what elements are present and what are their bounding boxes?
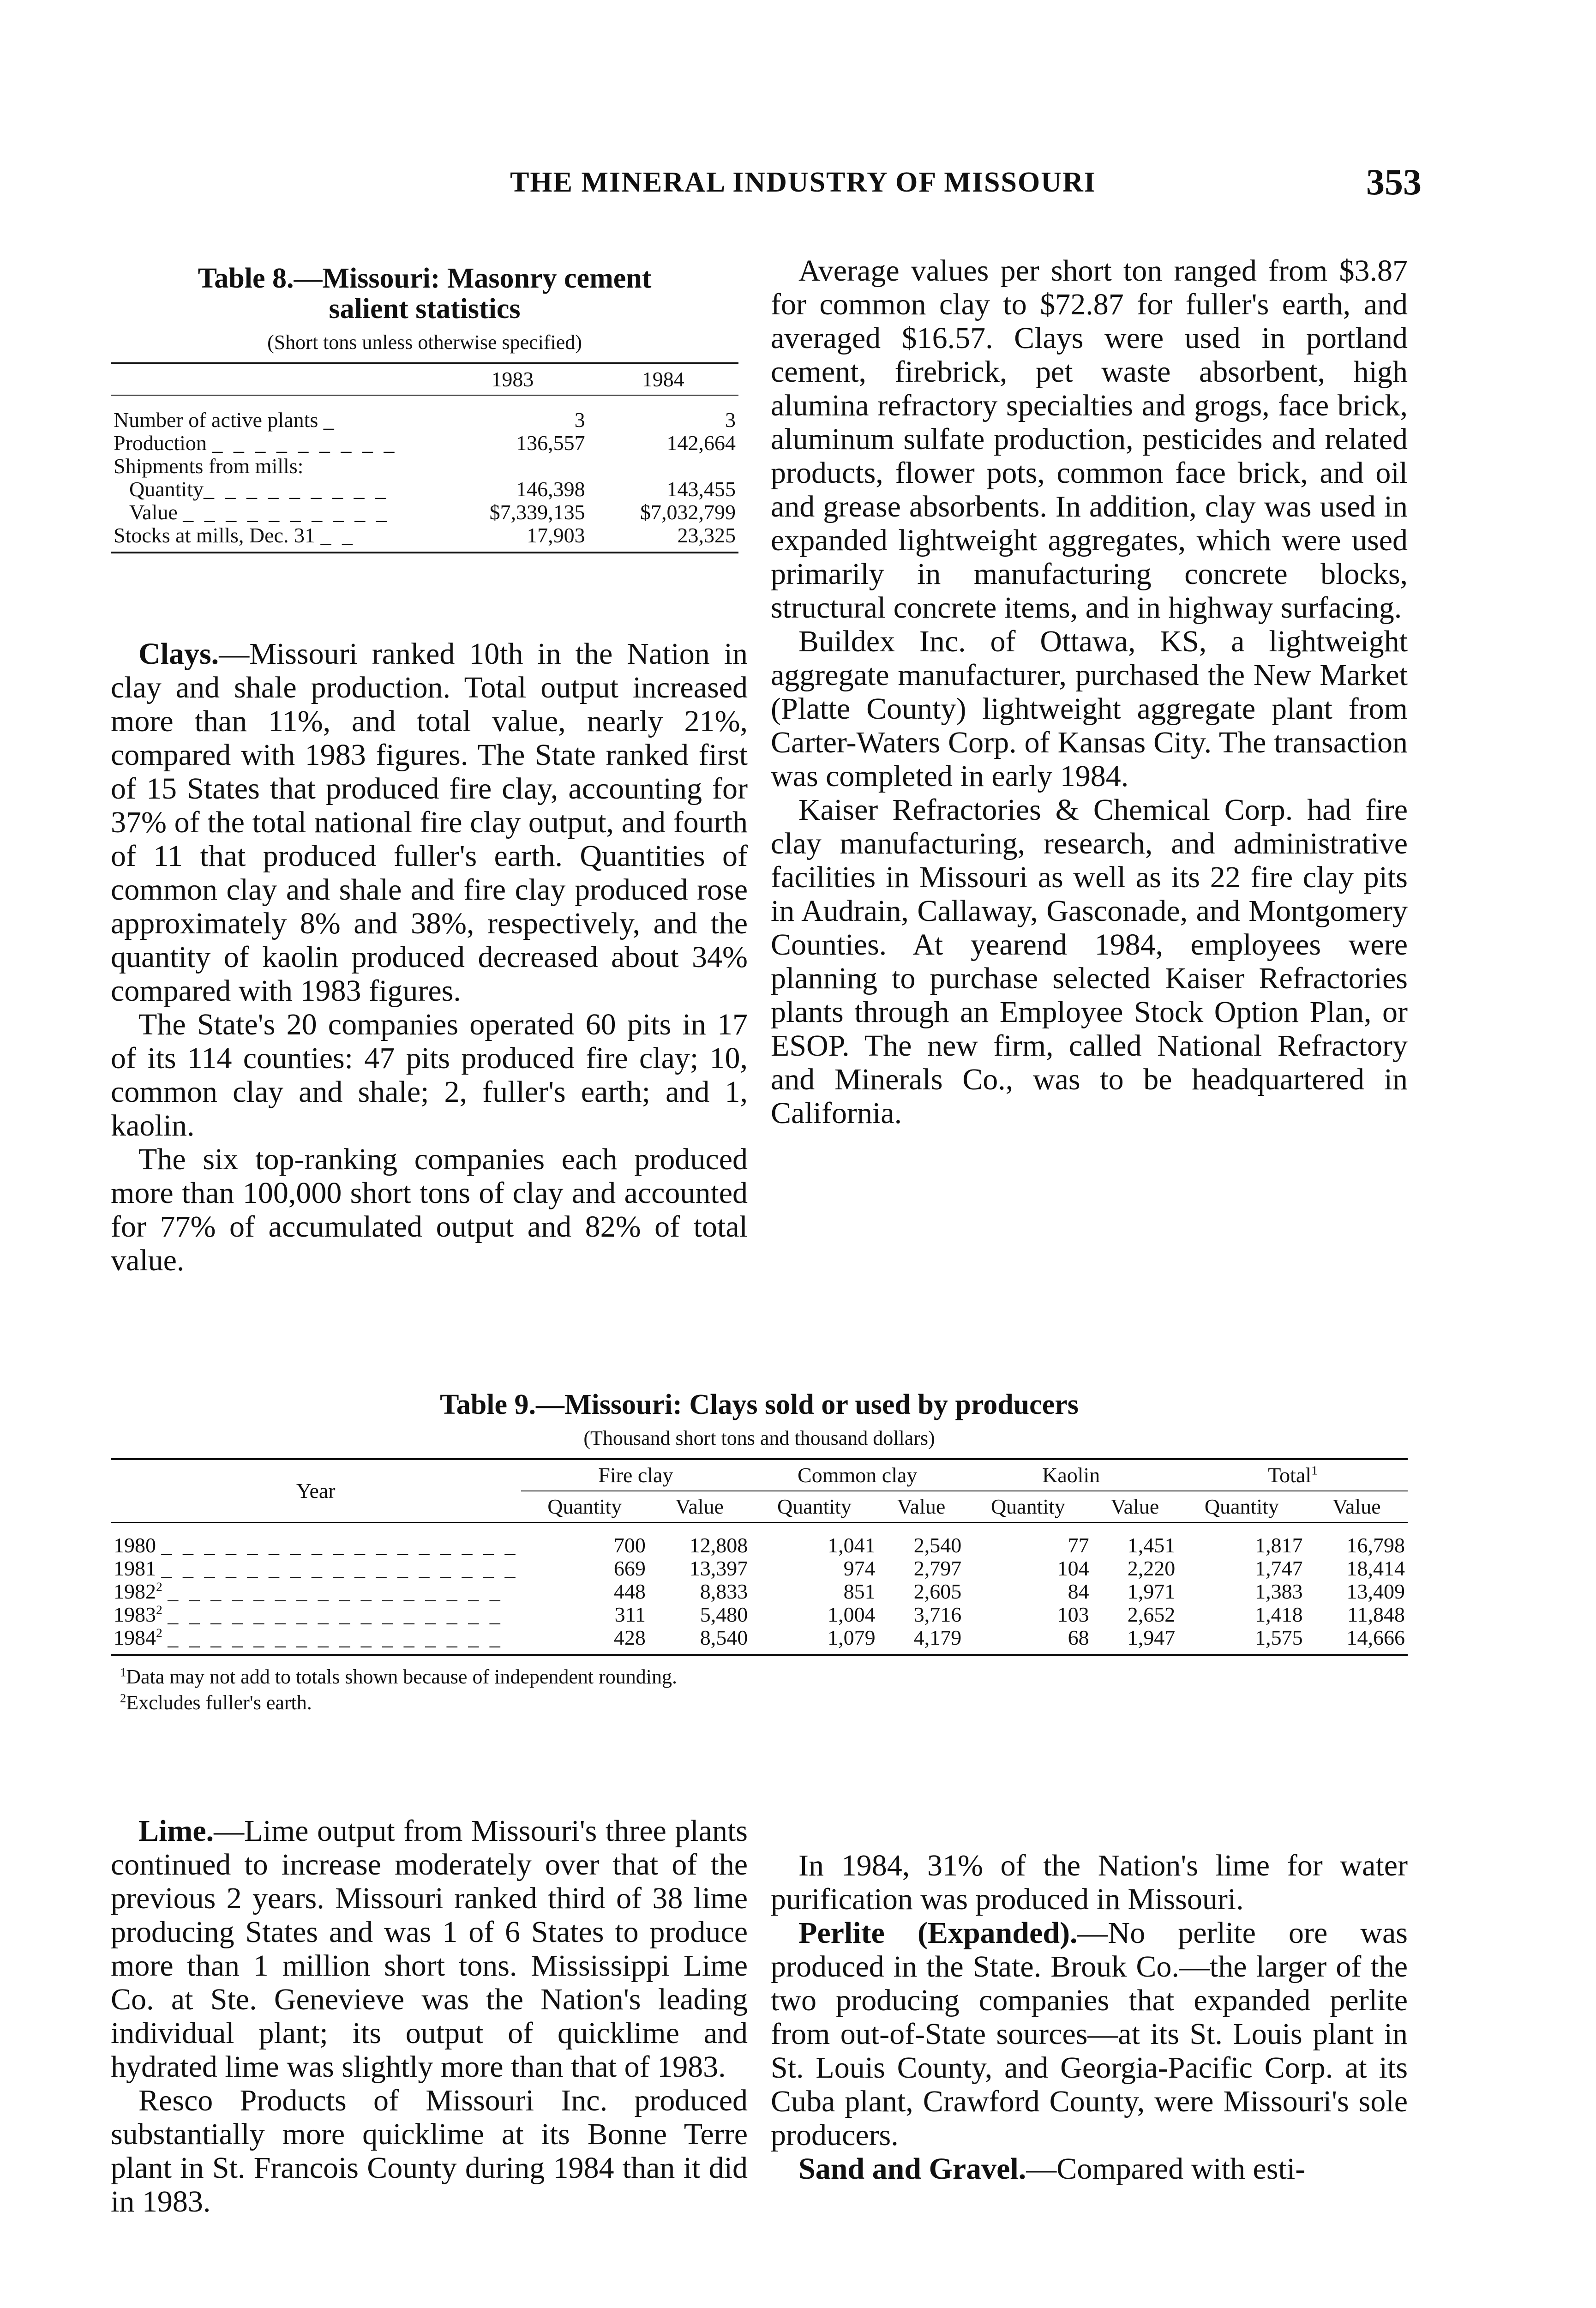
footnote-mark: 1 [1311, 1463, 1318, 1478]
table-9-title: Table 9.—Missouri: Clays sold or used by producers [440, 1389, 1079, 1420]
cell-value: 2,605 [913, 1580, 962, 1603]
running-title: THE MINERAL INDUSTRY OF MISSOURI [510, 167, 1096, 198]
cell-value: 1,451 [1127, 1533, 1176, 1557]
subcolumn-header: Value [1306, 1491, 1408, 1522]
group-header: Common clay [750, 1459, 964, 1491]
cell-value: 448 [613, 1580, 646, 1603]
table-8-grid [111, 362, 738, 553]
perlite-paragraph: —No perlite ore was produced in the State. Brouk Co.—the larger of the two producing companies that expanded perlite from out-of-State sources—at its St. Louis plant in St. Louis County, and Georgia-Pacific Corp. at its Cuba plant, Crawford County, were Missouri's sole producers. [771, 1916, 1408, 2152]
subcolumn-header: Value [1092, 1491, 1178, 1522]
row-label: Stocks at mills, Dec. 31 [114, 523, 315, 547]
clays-paragraph-1: —Missouri ranked 10th in the Nation in clay and shale production. Total output increased more than 11%, and total value, nearly 21%, compared with 1983 figures. The State ranked first of 15 States that produced fire clay, accounting for 37% of the total national fire clay output, and fourth of 11 that produced fuller's earth. Quantities of common clay and shale and fire clay produced rose approximately 8% and 38%, respectively, and the quantity of kaolin produced decreased about 34% compared with 1983 figures. [111, 637, 748, 1008]
leader-dots: _ _ _ _ _ _ _ _ _ _ _ _ _ _ _ _ _ [161, 1533, 518, 1557]
cell-value: 3,716 [913, 1603, 962, 1626]
cell-value: 143,455 [666, 477, 736, 501]
cell-value: 17,903 [527, 523, 585, 547]
cell-value: 311 [614, 1603, 646, 1626]
cell-value: $7,032,799 [640, 500, 736, 524]
lime-paragraph-1: —Lime output from Missouri's three plants continued to increase moderately over that of the previous 2 years. Missouri ranked third of 38 lime producing States and was 1 of 6 States to produce more than 1 million short tons. Mississippi Lime Co. at Ste. Genevieve was the Nation's leading individual plant; its output of quicklime and hydrated lime was slightly more than that of 1983. [111, 1814, 748, 2084]
column-header: 1983 [437, 363, 588, 395]
cell-value: $7,339,135 [489, 500, 585, 524]
cell-value: 142,664 [666, 431, 736, 455]
leader-dots: _ _ _ _ _ _ _ _ _ _ _ _ _ _ _ _ [168, 1580, 503, 1603]
cell-value: 1,079 [828, 1626, 876, 1649]
cell-value: 1,041 [828, 1533, 876, 1557]
row-year: 1980 [114, 1533, 156, 1557]
lime-section [111, 1814, 748, 2218]
footnote-mark: 2 [156, 1579, 162, 1594]
group-header: Total [1268, 1463, 1312, 1487]
row-label: Production [114, 431, 207, 455]
clays-paragraph-6: Kaiser Refractories & Chemical Corp. had fire clay manufacturing, research, and administrative facilities in Missouri as well as its 22 fire clay pits in Audrain, Callaway, Gasconade, and Montgomery Counties. At yearend 1984, employees were planning to purchase selected Kaiser Refractories plants through an Employee Stock Option Plan, or ESOP. The new firm, called National Refractory and Minerals Co., was to be headquartered in California. [771, 793, 1408, 1130]
cell-value: 14,666 [1346, 1626, 1405, 1649]
cell-value: 1,947 [1127, 1626, 1176, 1649]
clays-section-right [771, 254, 1408, 1130]
year-header: Year [111, 1459, 521, 1522]
subcolumn-header: Quantity [1178, 1491, 1305, 1522]
leader-dots: _ _ _ _ _ _ _ _ _ _ [183, 500, 390, 524]
table-9 [111, 1389, 1408, 1716]
cell-value [588, 455, 738, 478]
row-label: Number of active plants [114, 408, 318, 432]
clays-paragraph-2: The State's 20 companies operated 60 pits in 17 of its 114 counties: 47 pits produced fire clay; 10, common clay and shale; 2, fuller's earth; and 1, kaolin. [111, 1008, 748, 1142]
subcolumn-header: Quantity [521, 1491, 648, 1522]
cell-value: 2,652 [1127, 1603, 1176, 1626]
cell-value: 851 [843, 1580, 876, 1603]
cell-value: 136,557 [516, 431, 585, 455]
table-row [111, 1557, 1408, 1580]
cell-value: 1,971 [1127, 1580, 1176, 1603]
cell-value [437, 455, 588, 478]
leader-dots: _ _ _ _ _ _ _ _ _ _ _ _ _ _ _ _ _ [161, 1557, 518, 1580]
cell-value: 974 [843, 1557, 876, 1580]
table-8 [111, 263, 738, 553]
clays-paragraph-3: The six top-ranking companies each produced more than 100,000 short tons of clay and accounted for 77% of accumulated output and 82% of total value. [111, 1142, 748, 1277]
clays-paragraph-4: Average values per short ton ranged from $3.87 for common clay to $72.87 for fuller's earth, and averaged $16.57. Clays were used in portland cement, firebrick, pet waste absorbent, high alumina refractory specialties and grogs, face brick, aluminum sulfate production, pesticides and related products, flower pots, common face brick, and oil and grease absorbents. In addition, clay was used in expanded lightweight aggregates, which were used primarily in manufacturing concrete blocks, structural concrete items, and in highway surfacing. [771, 254, 1408, 625]
lime-paragraph-3: In 1984, 31% of the Nation's lime for water purification was produced in Missouri. [771, 1849, 1408, 1916]
table-row [111, 1580, 1408, 1603]
leader-dots: _ _ _ _ _ _ _ _ _ _ _ _ _ _ _ _ [168, 1603, 503, 1626]
table-9-subtitle: (Thousand short tons and thousand dollars) [583, 1427, 935, 1449]
group-header: Fire clay [521, 1459, 751, 1491]
cell-value: 103 [1057, 1603, 1089, 1626]
cell-value: 23,325 [677, 523, 736, 547]
subcolumn-header: Value [878, 1491, 965, 1522]
table-row [111, 524, 738, 553]
subcolumn-header: Quantity [964, 1491, 1092, 1522]
table-8-subtitle: (Short tons unless otherwise specified) [267, 331, 582, 354]
subcolumn-header: Quantity [750, 1491, 878, 1522]
cell-value: 8,833 [700, 1580, 748, 1603]
cell-value: 700 [613, 1533, 646, 1557]
table-row [111, 409, 738, 432]
footnote-2-text: Excludes fuller's earth. [126, 1691, 312, 1714]
cell-value: 13,397 [689, 1557, 748, 1580]
footnote-1 [111, 1664, 1408, 1690]
cell-value: 68 [1068, 1626, 1089, 1649]
cell-value: 2,220 [1127, 1557, 1176, 1580]
footnote-mark: 2 [120, 1691, 126, 1705]
cell-value: 428 [613, 1626, 646, 1649]
table-row [111, 1534, 1408, 1557]
sand-gravel-paragraph: —Compared with esti- [1026, 2152, 1306, 2186]
leader-dots: _ [323, 408, 337, 432]
row-year: 1982 [114, 1580, 156, 1603]
leader-dots: _ _ _ _ _ _ _ _ _ _ _ _ _ _ _ _ [168, 1626, 503, 1649]
cell-value: 1,004 [828, 1603, 876, 1626]
cell-value: 16,798 [1346, 1533, 1405, 1557]
footnote-2 [111, 1690, 1408, 1716]
cell-value: 104 [1057, 1557, 1089, 1580]
cell-value: 146,398 [516, 477, 585, 501]
cell-value: 8,540 [700, 1626, 748, 1649]
column-header: 1984 [588, 363, 738, 395]
cell-value: 2,797 [913, 1557, 962, 1580]
cell-value: 18,414 [1346, 1557, 1405, 1580]
cell-value: 1,418 [1255, 1603, 1303, 1626]
cell-value: 2,540 [913, 1533, 962, 1557]
leader-dots: _ _ [320, 523, 355, 547]
footnote-mark: 1 [120, 1665, 126, 1679]
footnote-mark: 2 [156, 1625, 162, 1640]
table-8-title-line2: salient statistics [329, 293, 521, 325]
leader-dots: _ _ _ _ _ _ _ _ _ [212, 431, 397, 455]
cell-value: 5,480 [700, 1603, 748, 1626]
clays-section-left [111, 637, 748, 1277]
lower-right-section [771, 1849, 1408, 2186]
leader-dots: _ _ _ _ _ _ _ _ _ [203, 477, 389, 501]
table-row [111, 455, 738, 478]
table-row [111, 1626, 1408, 1655]
page-header [111, 162, 1422, 208]
row-label: Quantity [129, 477, 204, 501]
row-label: Shipments from mills: [114, 454, 304, 478]
table-row [111, 432, 738, 455]
clays-heading: Clays. [138, 637, 219, 671]
cell-value: 1,817 [1255, 1533, 1303, 1557]
group-header: Kaolin [964, 1459, 1178, 1491]
cell-value: 669 [613, 1557, 646, 1580]
perlite-heading: Perlite (Expanded). [798, 1916, 1078, 1950]
cell-value: 3 [574, 408, 585, 432]
table-9-footnotes [111, 1664, 1408, 1716]
table-row [111, 478, 738, 501]
cell-value: 11,848 [1347, 1603, 1405, 1626]
subcolumn-header: Value [648, 1491, 750, 1522]
sand-gravel-heading: Sand and Gravel. [798, 2152, 1026, 2186]
clays-paragraph-5: Buildex Inc. of Ottawa, KS, a lightweight aggregate manufacturer, purchased the New Market (Platte County) lightweight aggregate plant from Carter-Waters Corp. of Kansas City. The transaction was completed in early 1984. [771, 625, 1408, 793]
cell-value: 1,575 [1255, 1626, 1303, 1649]
lime-paragraph-2: Resco Products of Missouri Inc. produced substantially more quicklime at its Bonne Terre plant in St. Francois County during 1984 than it did in 1983. [111, 2084, 748, 2218]
footnote-1-text: Data may not add to totals shown because of independent rounding. [126, 1665, 678, 1688]
cell-value: 77 [1068, 1533, 1089, 1557]
cell-value: 13,409 [1346, 1580, 1405, 1603]
row-year: 1981 [114, 1557, 156, 1580]
table-row [111, 501, 738, 524]
lime-heading: Lime. [138, 1814, 214, 1848]
cell-value: 1,383 [1255, 1580, 1303, 1603]
row-label: Value [129, 500, 178, 524]
cell-value: 4,179 [913, 1626, 962, 1649]
row-year: 1984 [114, 1626, 156, 1649]
cell-value: 1,747 [1255, 1557, 1303, 1580]
cell-value: 3 [725, 408, 736, 432]
table-row [111, 1603, 1408, 1626]
page-number: 353 [1366, 162, 1422, 203]
cell-value: 12,808 [689, 1533, 748, 1557]
table-8-title-line1: Table 8.—Missouri: Masonry cement [198, 263, 652, 294]
table-9-grid [111, 1458, 1408, 1656]
footnote-mark: 2 [156, 1602, 162, 1617]
row-year: 1983 [114, 1603, 156, 1626]
cell-value: 84 [1068, 1580, 1089, 1603]
